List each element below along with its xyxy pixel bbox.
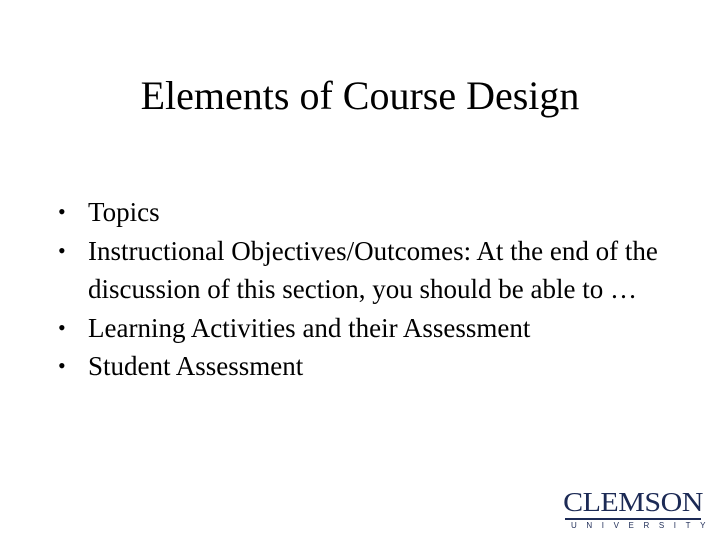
list-item bbox=[54, 309, 664, 348]
bullet-icon: • bbox=[58, 314, 66, 340]
slide-title: Elements of Course Design bbox=[140, 73, 580, 118]
list-item bbox=[54, 193, 664, 232]
clemson-logo bbox=[563, 487, 716, 530]
logo-wordmark: CLEMSON bbox=[563, 487, 703, 518]
bullet-text: Learning Activities and their Assessment bbox=[88, 312, 531, 343]
bullet-icon: • bbox=[58, 237, 66, 263]
list-item bbox=[54, 232, 664, 309]
bullet-text: Topics bbox=[88, 197, 160, 227]
bullet-list bbox=[54, 193, 664, 386]
bullet-icon: • bbox=[58, 199, 66, 224]
logo-divider bbox=[565, 518, 701, 520]
bullet-icon: • bbox=[58, 353, 66, 378]
list-item bbox=[54, 347, 664, 386]
bullet-text: Student Assessment bbox=[88, 351, 304, 381]
logo-subline: UNIVERSITY bbox=[571, 521, 716, 530]
bullet-text: Instructional Objectives/Outcomes: At the end of the discussion of this section, you should be able to … bbox=[88, 235, 658, 304]
